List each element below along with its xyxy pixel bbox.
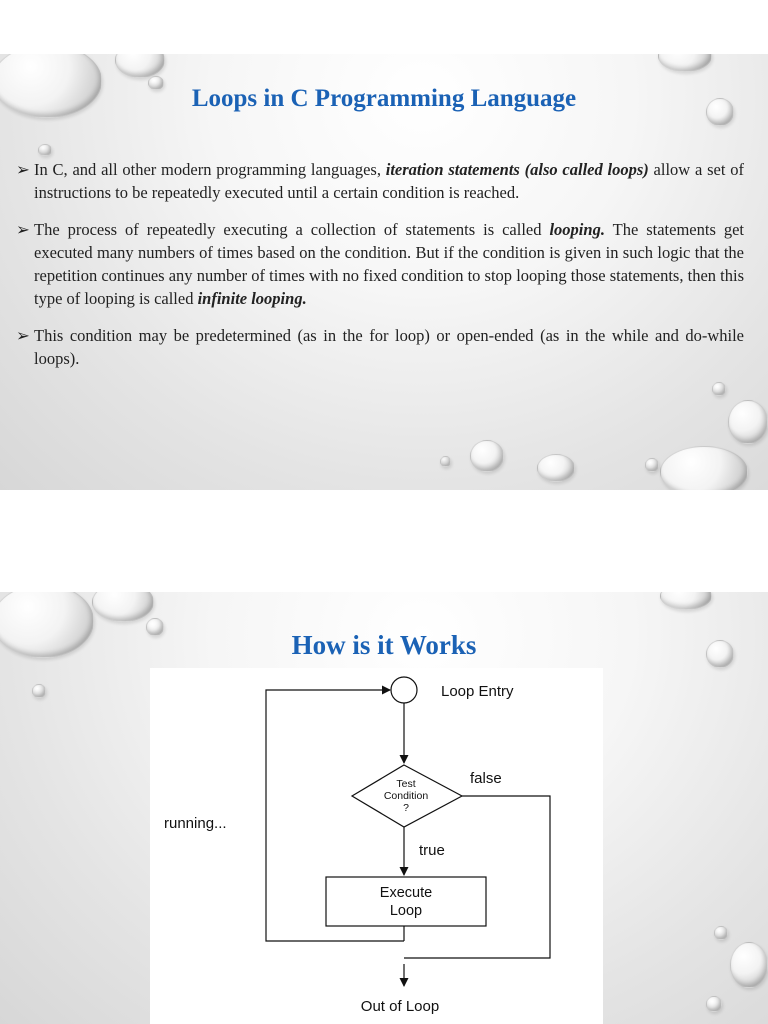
water-drop-decoration	[32, 684, 46, 698]
bullet-text: In C, and all other modern programming languages,	[34, 160, 386, 179]
bullet-emphasis: iteration statements (also called loops)	[385, 160, 649, 179]
slide-loops-intro	[0, 54, 768, 490]
arrow-bullet-icon: ➢	[16, 160, 30, 179]
water-drop-decoration	[38, 144, 52, 156]
test-condition-label: Condition	[383, 790, 429, 802]
bullet-text: This condition may be predetermined (as in the for loop) or open-ended (as in the while and do-while loops).	[34, 326, 744, 368]
bullet-text: The process of repeatedly executing a collection of statements is called	[34, 220, 550, 239]
test-condition-label: ?	[403, 802, 409, 814]
out-of-loop-label: Out of Loop	[360, 998, 440, 1015]
flowchart-diagram	[150, 668, 603, 1024]
water-drop-decoration	[660, 446, 748, 490]
bullet-text: allow a set of instructions to be repeatedly executed until a certain condition is reached.	[34, 160, 744, 202]
arrow-bullet-icon: ➢	[16, 220, 30, 239]
execute-loop-label: Execute	[379, 885, 433, 901]
water-drop-decoration	[706, 996, 722, 1012]
water-drop-decoration	[660, 592, 712, 610]
false-label: false	[470, 770, 502, 787]
water-drop-decoration	[537, 454, 575, 482]
loop-entry-node	[391, 677, 417, 703]
water-drop-decoration	[470, 440, 504, 472]
bullet-item	[16, 324, 744, 370]
loop-entry-label: Loop Entry	[441, 683, 514, 700]
water-drop-decoration	[645, 458, 659, 472]
water-drop-decoration	[92, 592, 154, 622]
bullet-item	[16, 158, 744, 204]
execute-loop-label: Loop	[389, 903, 423, 919]
arrow-bullet-icon: ➢	[16, 326, 30, 345]
water-drop-decoration	[714, 926, 728, 940]
true-label: true	[419, 842, 445, 859]
slide-how-it-works	[0, 592, 768, 1024]
slide-title: Loops in C Programming Language	[191, 85, 577, 112]
loop-flowchart	[150, 668, 603, 1024]
bullet-text: The statements get executed many numbers of times based on the condition. But if the condition is given in such logic that the repetition continues any number of times with no fixed condition to stop looping those statements, then this type of looping is called	[34, 220, 744, 308]
bullet-emphasis: infinite looping.	[197, 289, 307, 308]
water-drop-decoration	[440, 456, 451, 467]
bullet-item	[16, 218, 744, 310]
water-drop-decoration	[658, 54, 712, 72]
running-label: running...	[164, 815, 227, 832]
test-condition-label: Test	[396, 778, 416, 790]
slide-title: How is it Works	[291, 630, 477, 660]
water-drop-decoration	[730, 942, 768, 988]
water-drop-decoration	[728, 400, 768, 444]
bullet-list	[16, 158, 744, 384]
water-drop-decoration	[712, 382, 726, 396]
water-drop-decoration	[115, 54, 165, 78]
bullet-emphasis: looping.	[549, 220, 605, 239]
